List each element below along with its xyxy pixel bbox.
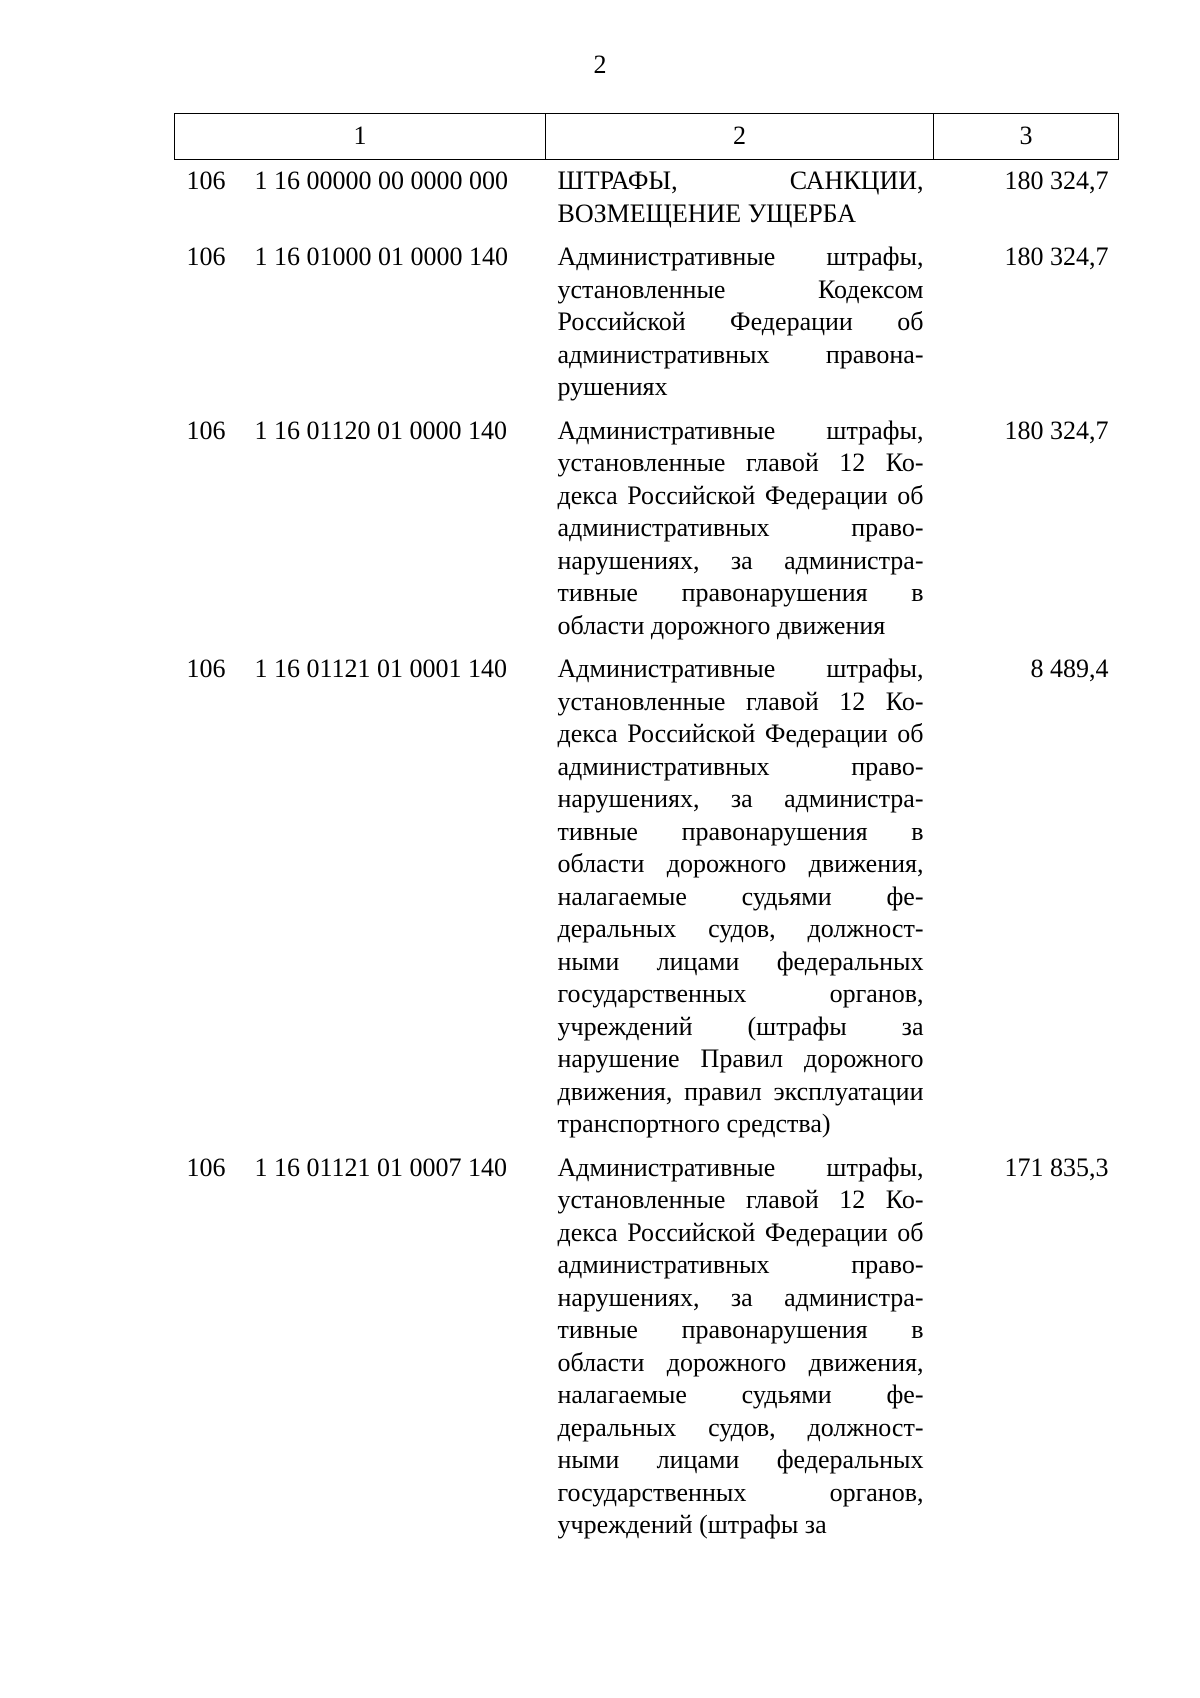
kbk-code: 1 16 01121 01 0007 140	[254, 1152, 508, 1182]
amount: 180 324,7	[1004, 242, 1109, 271]
budget-revenue-table	[174, 113, 1119, 1548]
table-row	[175, 236, 1119, 410]
code-cell	[175, 236, 546, 410]
kbk-code: 1 16 00000 00 0000 000	[254, 166, 508, 195]
kbk-code: 1 16 01121 01 0001 140	[254, 654, 508, 683]
table-body	[175, 160, 1119, 1548]
amount: 8 489,4	[1030, 654, 1109, 683]
admin-code: 106	[186, 1152, 226, 1182]
column-header-1: 1	[175, 114, 546, 160]
table-header	[175, 114, 1119, 160]
table-row	[175, 160, 1119, 237]
kbk-code: 1 16 01000 01 0000 140	[254, 242, 508, 271]
amount: 171 835,3	[1004, 1152, 1109, 1182]
revenue-name: ШТРАФЫ, САНКЦИИ, ВОЗМЕЩЕНИЕ УЩЕРБА	[557, 166, 924, 228]
table-row	[175, 648, 1119, 1147]
revenue-name: Административные штрафы, установленные главой 12 Кодекса Российской Федерации об административных правонарушениях, за административные правонарушения в области дорожного движения, налагаемые судьями федеральных судов, должностными лицами федеральных государственных органов, учреждений (штрафы за нарушение Правил дорожного движения, правил эксплуатации транспортного средства)	[557, 654, 924, 1138]
code-cell	[175, 160, 546, 237]
kbk-code: 1 16 01120 01 0000 140	[254, 415, 508, 445]
code-cell	[175, 1147, 546, 1548]
code-cell	[175, 410, 546, 649]
admin-code: 106	[186, 166, 226, 195]
revenue-name: Административные штрафы, установленные Кодексом Российской Федерации об административных правонарушениях	[557, 242, 924, 401]
column-header-3: 3	[934, 114, 1119, 160]
amount: 180 324,7	[1004, 415, 1109, 445]
table-row	[175, 1147, 1119, 1548]
header-row	[175, 114, 1119, 160]
amount: 180 324,7	[1004, 166, 1109, 195]
page-number: 2	[593, 50, 607, 79]
revenue-name: Административные штрафы, установленные главой 12 Кодекса Российской Федерации об административных правонарушениях, за административные правонарушения в области дорожного движения	[557, 415, 924, 640]
admin-code: 106	[186, 242, 226, 271]
admin-code: 106	[186, 654, 226, 683]
column-header-2: 2	[546, 114, 934, 160]
code-cell	[175, 648, 546, 1147]
admin-code: 106	[186, 415, 226, 445]
table-row	[175, 410, 1119, 649]
revenue-name: Административные штрафы, установленные главой 12 Кодекса Российской Федерации об административных правонарушениях, за административные правонарушения в области дорожного движения, налагаемые судьями федеральных судов, должностными лицами федеральных государственных органов, учреждений (штрафы за	[557, 1152, 924, 1539]
